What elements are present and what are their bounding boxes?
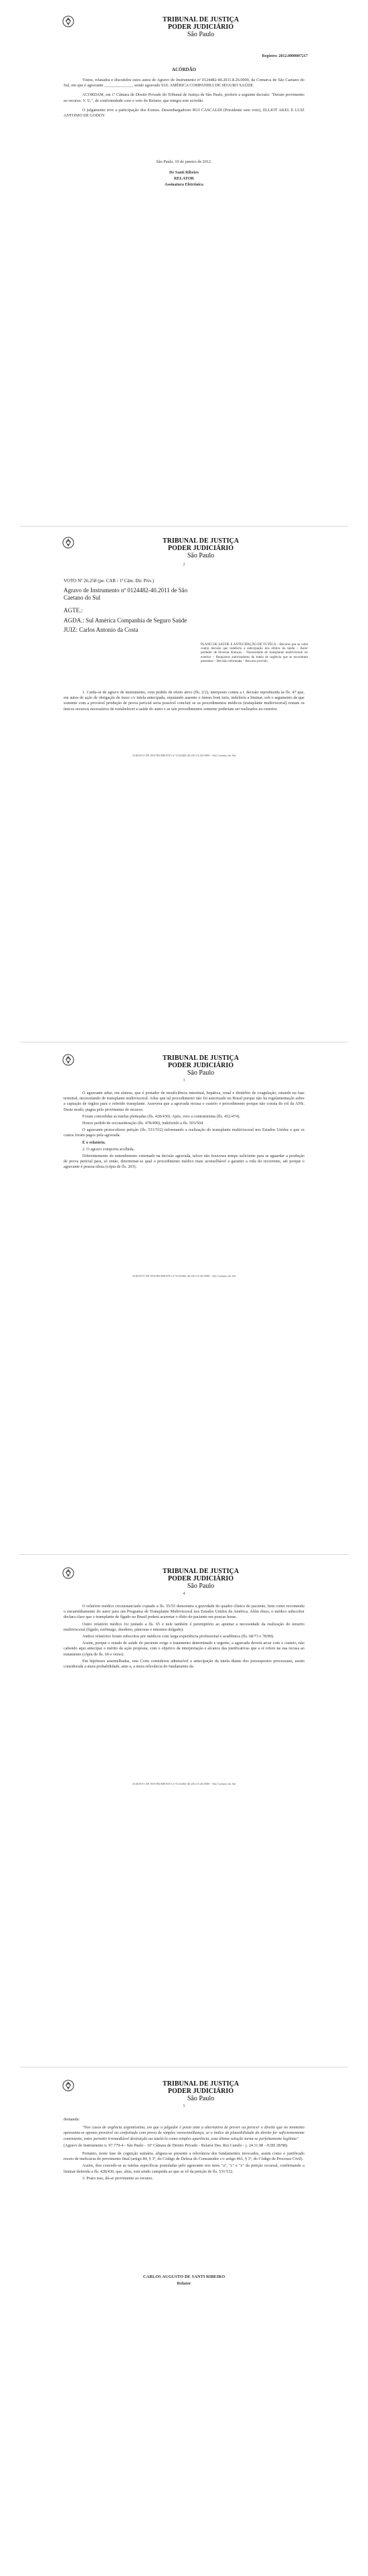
page-footer: AGRAVO DE INSTRUMENTO nº 0124482-40.2011.8.26.0000 - São Caetano do Sul <box>132 754 236 757</box>
court-subtitle: PODER JUDICIÁRIO <box>167 1062 234 1069</box>
ementa: PLANO DE SAÚDE E ANTECIPAÇÃO DE TUTELA – Recurso que se volta contra decisão que indeferiu a antecipação dos efeitos da tutela – Autor portador de diversas doenças – Necessidade de transplante multivisceral no exterior – Requisitos autorizadores da tutela de urgência que se encontram presentes – Decisão reformada – Recurso provido. <box>201 643 308 663</box>
paragraph: Vistos, relatados e discutidos estes autos de Agravo de Instrumento nº 0124482-40.2011.8.26.0000, da Comarca de São Caetano do Sul, em que é agravante ______________ sendo agravado SUL AMÉRICA COMPANHIA DE SEGURO SAÚDE. <box>64 78 304 88</box>
paragraph: Assim, porque o estado de saúde do paciente exige o tratamento determinado e urgente, a agravada deverá arcar com o custeio, não cabendo aqui antecipar o mérito da ação proposta, com o objetivo da interpretação e alcance das justificativas que a ré refere na sua recusa ao tratamento (cópia de fls. 60 e verso). <box>64 1641 304 1657</box>
court-city: São Paulo <box>187 1582 215 1590</box>
court-crest-icon <box>62 15 75 28</box>
court-title: TRIBUNAL DE JUSTIÇA <box>163 2080 239 2088</box>
electronic-signature: Assinatura Eletrônica <box>165 182 203 187</box>
page-footer: AGRAVO DE INSTRUMENTO nº 0124482-40.2011.8.26.0000 - São Caetano do Sul <box>132 1782 236 1785</box>
court-city: São Paulo <box>187 31 215 38</box>
paragraph: demanda: <box>64 2117 80 2122</box>
paragraph: Ambos relatórios foram subscritos por médicos com larga experiência profissional e acadêmica (fls. 68/73 e 78/89). <box>82 1634 274 1639</box>
signer-name: De Santi Ribeiro <box>169 170 199 175</box>
page-3-body <box>64 1091 304 1172</box>
court-crest-icon <box>62 1053 75 1067</box>
report-heading: É o relatório. <box>82 1140 106 1145</box>
citation: (Agravo de Instrumento n. 97.779-4 - São Paulo - 10ª Câmara de Direito Privado - Relator Des. Rui Camilo - j. 24.11.98 - JUBI 28/98). <box>64 2143 288 2148</box>
paragraph: Outro relatório médico foi juntado a fls. 65 e nele também é peremptório ao apontar a necessidade da realização do enxerto multivisceral (fígado, estômago, duodeno, pâncreas e intestino delgado). <box>64 1621 304 1632</box>
page-5-body <box>64 2117 304 2183</box>
paragraph: 3. Posto isso, dá-se provimento ao recurso. <box>82 2175 154 2181</box>
paragraph: Assim, dou concede-se as tutelas específicas postuladas pelo agravante nos itens "a", "c" e "e" da petição recursal, confirmando a liminar deferida a fls. 428/430, que, aliás, está sendo cumprida ao que se vê da petição de fls. 531/532. <box>64 2163 304 2174</box>
juiz-line: JUIZ: Carlos Antonio da Costa <box>64 626 139 633</box>
date-line: São Paulo, 10 de janeiro de 2012. <box>156 159 212 164</box>
page-4-body <box>64 1604 304 1671</box>
court-title: TRIBUNAL DE JUSTIÇA <box>163 1055 239 1062</box>
quote: "Nos casos de urgência urgentíssima, em que o julgador é posto ante a alternativa de prover ou perecer o direito que no momento apresenta-se apenas provável ou confortado com prova de simples verossimilhança, se o índice de plausibilidade do direito for suficientemente consistente, entre permitir irremediável destruição ou tutelá-lo como simples aparência, esta última solução torna-se perfeitamente legítima" <box>64 2125 304 2141</box>
final-signer-name: CARLOS AUGUSTO DE SANTI RIBEIRO <box>143 2275 225 2279</box>
page-divider <box>20 1554 348 1555</box>
court-subtitle: PODER JUDICIÁRIO <box>167 1575 234 1582</box>
agda-line: AGDA.: Sul América Companhia de Seguro Saúde <box>64 617 187 624</box>
paragraph: ACORDAM, em 1ª Câmara de Direito Privado do Tribunal de Justiça de São Paulo, proferir a seguinte decisão: "Deram provimento ao recurso. V. U.", de conformidade com o voto do Relator, que integra este acórdão. <box>64 92 304 103</box>
court-title: TRIBUNAL DE JUSTIÇA <box>163 16 239 23</box>
paragraph: O agravante protocolizou petição (fls. 531/532) informando a realização do transplante multivisceral nos Estados Unidos e que os custos foram pagos pela agravada. <box>64 1128 304 1138</box>
court-title: TRIBUNAL DE JUSTIÇA <box>163 537 239 545</box>
final-signer-role: Relator <box>177 2281 191 2286</box>
page-number: 3 <box>183 1079 185 1083</box>
paragraph: Em hipóteses assemelhadas, esta Corte considerou admissível a antecipação da tutela diante dos pressupostos processuais, assim considerada a mera probabilidade, ante a, a mera relevância do fundamento da <box>64 1658 304 1670</box>
agte-line: AGTE.: <box>64 607 83 614</box>
page-divider <box>20 526 348 527</box>
court-crest-icon <box>62 2079 75 2092</box>
court-subtitle: PODER JUDICIÁRIO <box>167 545 234 552</box>
signer-role: RELATOR <box>173 176 195 181</box>
page-2-body <box>64 690 304 714</box>
paragraph: Portanto, neste fase de cognição sumária, afigura-se presente a relevância dos fundamentos invocados, assim como o justificado receio de ineficácia do provimento final (artigo 84, § 3º, do Código de Defesa do Consumidor c/c artigo 461, § 3º, do Código de Processo Civil). <box>64 2151 304 2162</box>
court-city: São Paulo <box>187 2095 215 2102</box>
paragraph: O relatório médico circunstanciado copiado a fls. 55/55 demonstra a gravidade do quadro clínico do paciente, bem como recomenda o encaminhamento do autor para um Programa de Transplante Multivisceral nos Estados Unidos da América. Além disso, o médico subscritor declara claro que o transplante de fígado no Brasil poderá acarretar o óbito do paciente em poucas horas. <box>64 1604 304 1620</box>
acordao-heading: ACÓRDÃO <box>171 67 197 72</box>
paragraph: 2. O agravo comporta acolhida. <box>82 1146 135 1152</box>
voto-line: VOTO Nº 26.258 (pe. CAR / 1ª Câm. Dir. Priv.) <box>64 578 154 584</box>
court-city: São Paulo <box>187 1069 215 1077</box>
page-1-body <box>64 78 304 120</box>
court-subtitle: PODER JUDICIÁRIO <box>167 2088 234 2095</box>
court-title: TRIBUNAL DE JUSTIÇA <box>163 1568 239 1575</box>
court-subtitle: PODER JUDICIÁRIO <box>167 23 234 31</box>
court-crest-icon <box>62 1566 75 1580</box>
paragraph: Houve pedido de reconsideração (fls. 478/490), indeferido a fls. 503/504. <box>82 1121 204 1126</box>
page-number: 4 <box>183 1592 185 1596</box>
court-crest-icon <box>62 536 75 549</box>
paragraph: O agravante aduz, em síntese, que é portador de insuficiência intestinal, hepática, renal e distúrbio de coagulação, estando na fase terminal, necessitando de transplante multivisceral. Aduz que tal procedimento não foi autorizado no Brasil porque não há regulamentação sobre a captação de órgãos para o referido transplante. Assevera que a agravada recusa o custeio o procedimento porque não consta do rol da ANS. Deste modo, pugna pelo provimento do recurso. <box>64 1091 304 1112</box>
agravo-line: Agravo de Instrumento nº 0124482-40.2011 de São Caetano do Sul <box>64 587 188 601</box>
page-number: 2 <box>183 563 185 567</box>
paragraph: 1. Cuida-se de agravo de instrumento, com pedido de efeito ativo (fls. 2/2), interposto contra a r. decisão reproduzida às fls. 47 que, em autos de ação de obrigação de fazer c/c tutela antecipada, reputando ausente o fumus boni iuris, indeferiu a liminar, sob o argumento de que somente com a provável produção de prova pericial seria possível concluir se os procedimentos médicos (transplante multivisceral) restam os únicos recursos necessários de restabelecer a saúde do autor e se tais procedimentos somente poderiam ser realizados no exterior. <box>64 690 304 711</box>
registro: Registro: 2012.0000007217 <box>262 54 308 58</box>
page-footer: AGRAVO DE INSTRUMENTO nº 0124482-40.2011.8.26.0000 - São Caetano do Sul <box>132 1274 236 1278</box>
page-number: 5 <box>183 2104 185 2108</box>
paragraph: Foram concedidas as tutelas pleiteadas (fls. 428/430). Após, veio a contraminuta (fls. 452/474). <box>82 1113 240 1119</box>
paragraph: O julgamento teve a participação dos Exmos. Desembargadores RUI CASCALDI (Presidente sem voto), ELLIOT AKEL E LUIZ ANTONIO DE GODOY. <box>64 107 304 119</box>
paragraph: Diferentemente do entendimento externado na decisão agravada, talvez não houvesse tempo suficiente para se aguardar a produção de prova pericial para, só então, determinar-se qual o procedimento médico mais aconselhável a garantir a vida do recorrente, até porque o agravante é pessoa idosa (cópia de fls. 203). <box>64 1154 304 1170</box>
court-city: São Paulo <box>187 552 215 559</box>
